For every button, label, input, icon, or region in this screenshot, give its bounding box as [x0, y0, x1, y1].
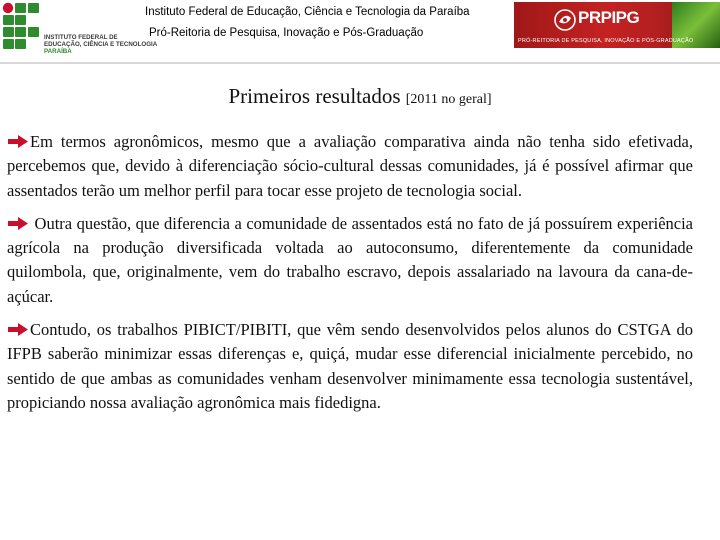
slide-title: [0, 84, 720, 109]
prpipg-logo-subtitle: PRÓ-REITORIA DE PESQUISA, INOVAÇÃO E PÓS-GRADUAÇÃO: [518, 38, 694, 44]
slide-title-main: Primeiros resultados: [228, 84, 401, 108]
header-divider: [0, 62, 720, 64]
right-arrow-icon: [7, 322, 29, 337]
paragraph-3: [7, 318, 693, 415]
prpipg-banner: [514, 2, 720, 48]
paragraph-1-text: Em termos agronômicos, mesmo que a avaliação comparativa ainda não tenha sido efetivada, percebemos que, devido à diferenciação sócio-cultural dessas comunidades, já é possível afirmar que assentados terão um melhor perfil para tocar esse projeto de tecnologia social.: [7, 132, 693, 200]
ifpb-logo-line-3: PARAÍBA: [44, 48, 72, 55]
paragraph-1: [7, 130, 693, 203]
ifpb-logo-line-1: INSTITUTO FEDERAL DE: [44, 34, 118, 41]
department-name: Pró-Reitoria de Pesquisa, Inovação e Pós-Graduação: [149, 27, 424, 39]
slide-body: [7, 130, 693, 424]
slide-title-suffix: [2011 no geral]: [405, 92, 492, 107]
prpipg-logo-icon: [554, 9, 576, 31]
institution-name: Instituto Federal de Educação, Ciência e Tecnologia da Paraíba: [145, 6, 470, 18]
ifpb-logo-icon: [2, 2, 42, 58]
paragraph-2: [7, 212, 693, 309]
prpipg-logo-title: PRPIPG: [578, 8, 640, 27]
ifpb-logo-text: [44, 34, 157, 55]
paragraph-2-text: Outra questão, que diferencia a comunidade de assentados está no fato de já possuírem experiência agrícola na produção diversificada voltada ao autoconsumo, diferentemente da comunidade quilombola, que, originalmente, vem do trabalho escravo, depois assalariado na lavoura da cana-de-açúcar.: [7, 213, 693, 306]
ifpb-logo-line-2: EDUCAÇÃO, CIÊNCIA E TECNOLOGIA: [44, 41, 158, 48]
right-arrow-icon: [7, 134, 29, 149]
slide-header: [0, 0, 720, 62]
paragraph-3-text: Contudo, os trabalhos PIBICT/PIBITI, que vêm sendo desenvolvidos pelos alunos do CSTGA do IFPB saberão minimizar essas diferenças e, quiçá, mudar esse diferencial inicialmente percebido, no sentido de que ambas as comunidades venham desenvolver minimamente essa tecnologia sustentável, propiciando nossa avaliação agronômica mais fidedigna.: [7, 320, 693, 412]
right-arrow-icon: [7, 216, 29, 231]
